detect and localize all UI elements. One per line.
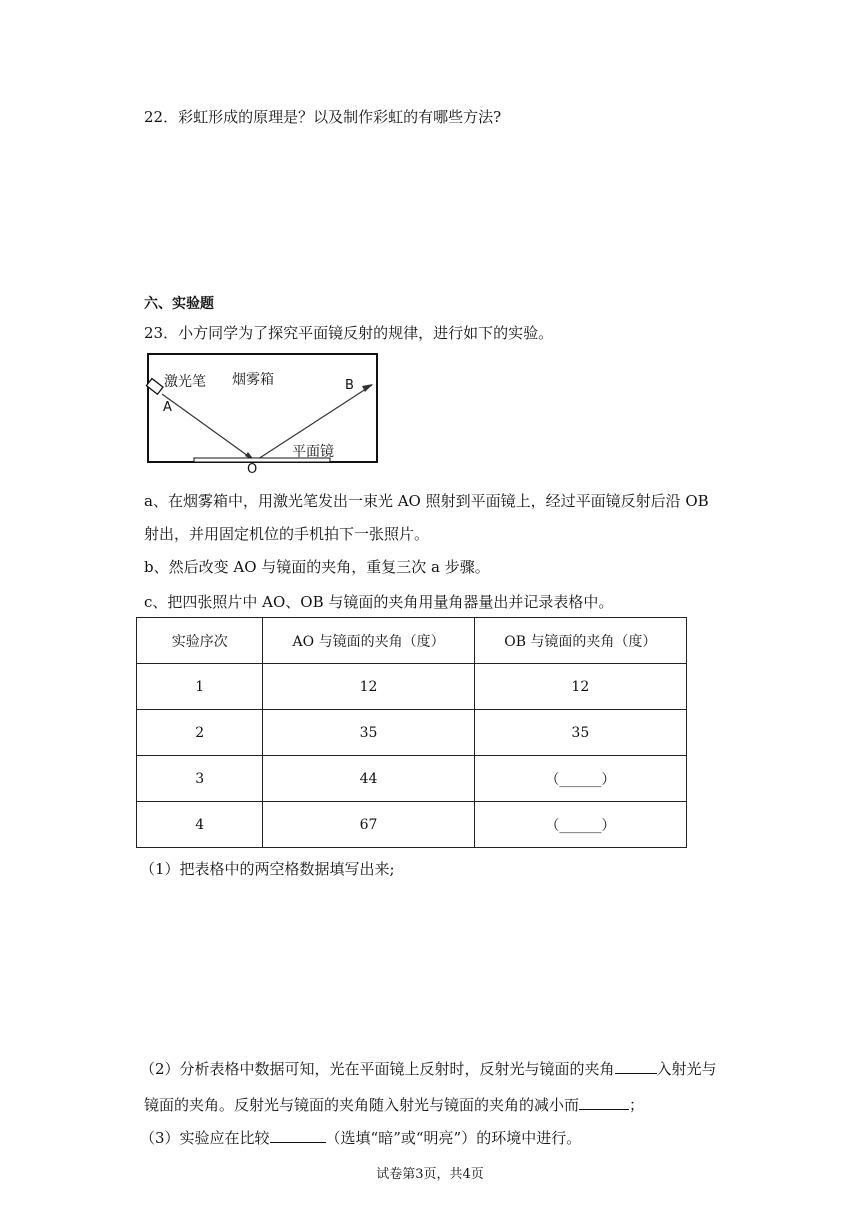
table-cell: 44 [263, 756, 474, 802]
box-label: 烟雾箱 [232, 372, 274, 388]
point-b-label: B [345, 378, 354, 393]
sub3-text-2: （选填“暗”或“明亮”）的环境中进行。 [325, 1129, 582, 1147]
header-cell: AO 与镜面的夹角（度） [263, 618, 474, 664]
step-b: b、然后改变 AO 与镜面的夹角，重复三次 a 步骤。 [144, 558, 490, 576]
table-cell: 12 [263, 664, 474, 710]
step-a-line1: a、在烟雾箱中，用激光笔发出一束光 AO 照射到平面镜上，经过平面镜反射后沿 OB [144, 492, 709, 510]
table-cell: 12 [474, 664, 686, 710]
sub3-text-1: （3）实验应在比较 [140, 1129, 270, 1147]
question-22: 22．彩虹形成的原理是？以及制作彩虹的有哪些方法? [144, 108, 502, 126]
section-title: 六、实验题 [144, 296, 214, 312]
mirror-label: 平面镜 [292, 444, 334, 460]
sub2-text-4: ； [629, 1096, 645, 1114]
table-cell: 1 [137, 664, 263, 710]
point-a-label: A [163, 400, 172, 415]
table-cell: 67 [263, 802, 474, 848]
question-23-stem: 23．小方同学为了探究平面镜反射的规律，进行如下的实验。 [144, 324, 554, 342]
answer-blank[interactable] [579, 1095, 629, 1110]
point-o-label: O [247, 462, 258, 474]
table-cell: 4 [137, 802, 263, 848]
table-row [137, 756, 687, 802]
sub-question-2-line2 [144, 1094, 644, 1115]
step-c: c、把四张照片中 AO、OB 与镜面的夹角用量角器量出并记录表格中。 [144, 593, 614, 611]
answer-blank[interactable] [615, 1059, 657, 1074]
answer-blank[interactable] [270, 1128, 326, 1143]
header-cell: OB 与镜面的夹角（度） [474, 618, 686, 664]
sub-question-3 [140, 1127, 581, 1148]
data-table [136, 617, 687, 848]
table-header-row [137, 618, 687, 664]
laser-label: 激光笔 [164, 374, 206, 390]
sub2-text-3: 镜面的夹角。反射光与镜面的夹角随入射光与镜面的夹角的减小而 [144, 1096, 580, 1114]
sub-question-1: （1）把表格中的两空格数据填写出来; [140, 860, 395, 878]
step-a-line2: 射出，并用固定机位的手机拍下一张照片。 [144, 525, 430, 543]
table-cell: 35 [263, 710, 474, 756]
page-footer: 试卷第3页，共4页 [376, 1167, 484, 1182]
incident-ray [162, 394, 255, 461]
sub2-text-2: 入射光与 [656, 1060, 717, 1078]
answer-blank-cell[interactable]: （______） [474, 756, 686, 802]
table-cell: 35 [474, 710, 686, 756]
answer-blank-cell[interactable]: （______） [474, 802, 686, 848]
table-row [137, 802, 687, 848]
table-row [137, 664, 687, 710]
smoke-box-diagram [144, 352, 384, 474]
sub2-text-1: （2）分析表格中数据可知，光在平面镜上反射时，反射光与镜面的夹角 [140, 1060, 615, 1078]
table-cell: 2 [137, 710, 263, 756]
table-cell: 3 [137, 756, 263, 802]
header-cell: 实验序次 [137, 618, 263, 664]
table-row [137, 710, 687, 756]
sub-question-2-line1 [140, 1058, 717, 1079]
